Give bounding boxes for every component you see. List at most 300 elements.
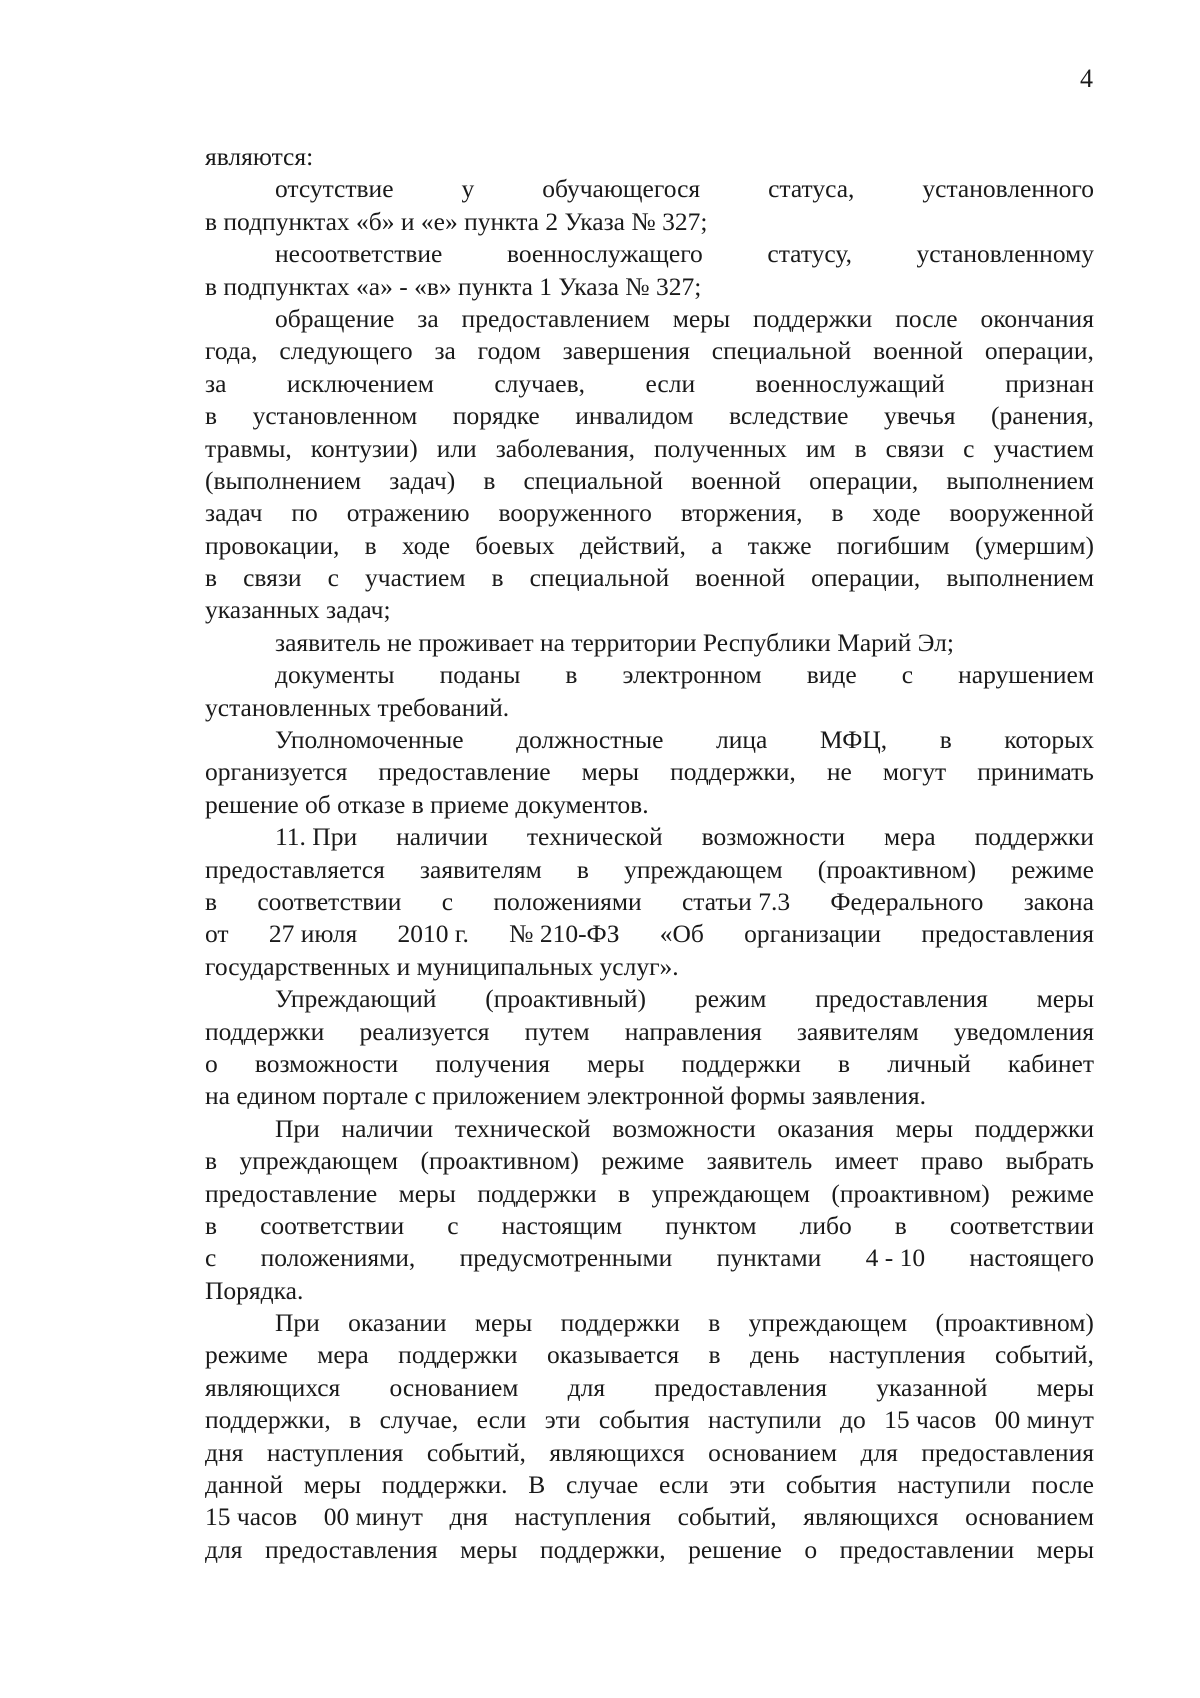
text-word: в [205,1146,218,1176]
text-word: меры [1036,1372,1094,1402]
text-word: военнослужащего [506,239,703,269]
text-word: Уполномоченные [275,725,464,755]
text-word: поддержки [753,303,873,333]
text-word: на едином портале с приложением электронной формы заявления. [205,1081,927,1111]
text-word: лица [716,725,768,755]
text-word: для [860,1437,898,1467]
text-word: специальной [711,336,852,366]
text-word: установленному [916,239,1094,269]
text-line [205,724,1094,756]
text-word: вооруженного [498,498,652,528]
text-word: в [205,563,218,593]
text-word: Порядка. [205,1275,304,1305]
text-word: Федерального [830,886,984,916]
text-word: упреждающем [748,1308,908,1338]
text-word: у [461,174,475,204]
text-word: мера [884,822,936,852]
text-word: оказывается [546,1340,680,1370]
text-word: (проактивном) [831,1178,990,1208]
text-word: эти [729,1470,766,1500]
text-word: с [447,1210,459,1240]
text-word: При [275,1113,320,1143]
text-word: предоставления [815,984,988,1014]
text-word: случае, [379,1405,459,1435]
text-word: военной [695,563,786,593]
text-word: до [839,1405,866,1435]
text-word: увечья [883,401,956,431]
text-word: если [659,1470,709,1500]
text-word: боевых [475,530,555,560]
text-line [205,1437,1094,1469]
text-word: меры [1036,1534,1094,1564]
text-word: (выполнением [205,465,362,495]
text-line [205,1469,1094,1501]
text-line [205,1080,1094,1112]
text-word: завершения [562,336,690,366]
text-word: специальной [529,563,670,593]
text-word: в [205,1210,218,1240]
text-word: организуется [205,757,348,787]
text-word: основанием [389,1372,519,1402]
text-word: 15 часов [884,1405,977,1435]
text-word: принимать [977,757,1094,787]
text-line [205,1534,1094,1566]
text-word: несоответствие [275,239,443,269]
text-word: упреждающем [624,854,783,884]
text-word: наступления [828,1340,966,1370]
text-word: 00 минут [323,1502,423,1532]
text-word: события [598,1405,690,1435]
text-line [205,271,1094,303]
text-line [205,303,1094,335]
text-word: № 210-ФЗ [509,919,620,949]
text-word: данной [205,1470,283,1500]
text-word: 11. При [275,822,358,852]
text-line [205,1048,1094,1080]
text-line [205,1242,1094,1274]
text-word: если [476,1405,527,1435]
text-word: в [939,725,952,755]
text-line [205,173,1094,205]
text-word: наличии [396,822,488,852]
text-word: поддержки [205,1016,325,1046]
text-line [205,1339,1094,1371]
text-word: пунктом [665,1210,757,1240]
text-word: если [645,368,696,398]
text-word: в [838,1048,851,1078]
text-word: связи [243,563,302,593]
text-word: в подпунктах «б» и «е» пункта 2 Указа № 327; [205,206,708,236]
text-word: направления [624,1016,762,1046]
text-word: военной [691,465,782,495]
text-word: наступили [708,1405,822,1435]
text-word: в [854,433,867,463]
text-word: имеет [834,1146,899,1176]
text-line [205,141,1094,173]
text-word: Упреждающий [275,984,437,1014]
text-word: указанной [876,1372,988,1402]
text-word: являющихся [549,1437,685,1467]
text-line [205,821,1094,853]
text-word: положениями [493,886,642,916]
text-word: травмы, [205,433,292,463]
text-word: установленном [252,401,418,431]
text-word: меры [474,1308,533,1338]
text-word: наличии [341,1113,434,1143]
text-line [205,1145,1094,1177]
text-word: года, [205,336,258,366]
text-word: специальной [523,465,663,495]
text-word: оказании [348,1308,447,1338]
text-word: личный [887,1048,971,1078]
text-word: в подпунктах «а» - «в» пункта 1 Указа № 327; [205,271,702,301]
body-text [205,141,1094,1566]
text-line [205,562,1094,594]
text-word: годом [477,336,541,366]
text-word: режиме [1011,854,1094,884]
text-word: поддержки [398,1340,518,1370]
text-word: право [920,1146,984,1176]
text-word: исключением [286,368,434,398]
text-word: в [708,1308,721,1338]
text-line [205,368,1094,400]
text-word: (проактивный) [485,984,647,1014]
text-word: признан [1005,368,1094,398]
text-word: с [901,660,914,690]
text-word: должностные [516,725,664,755]
text-word: выполнением [946,563,1094,593]
text-word: порядке [452,401,540,431]
text-word: заявитель [706,1146,813,1176]
text-word: МФЦ, [819,725,888,755]
text-word: инвалидом [575,401,694,431]
text-word: дня [449,1502,488,1532]
text-word: для [205,1534,243,1564]
text-word: предоставления [921,919,1094,949]
text-word: отражению [346,498,470,528]
text-word: для [567,1372,606,1402]
text-word: за [417,303,439,333]
text-word: 00 минут [994,1405,1094,1435]
text-word: окончания [980,303,1094,333]
text-line [205,433,1094,465]
text-word: документы [275,660,395,690]
text-word: выполнением [946,465,1094,495]
text-word: в [483,465,496,495]
text-word: событий, [677,1502,777,1532]
text-line [205,1404,1094,1436]
text-word: в [565,660,578,690]
text-word: решение об отказе в приеме документов. [205,789,649,819]
text-word: установленного [922,174,1094,204]
text-word: предоставлении [839,1534,1015,1564]
text-word: виде [806,660,857,690]
text-word: в [349,1405,362,1435]
text-word: после [1031,1470,1094,1500]
text-word: реализуется [359,1016,490,1046]
text-word: решение [688,1534,782,1564]
text-line [205,951,1094,983]
text-line [205,692,1094,724]
text-word: 2010 г. [397,919,469,949]
text-word: пунктами [716,1243,822,1273]
text-word: погибшим [836,530,950,560]
text-word: предоставления [264,1534,438,1564]
text-word: технической [454,1113,591,1143]
text-word: день [749,1340,800,1370]
text-word: предоставление [378,757,551,787]
text-word: ходе [872,498,921,528]
text-word: технической [526,822,663,852]
text-word: соответствии [949,1210,1094,1240]
text-word: также [747,530,812,560]
text-line [205,206,1094,238]
text-line [205,1178,1094,1210]
text-word: возможности [254,1048,399,1078]
text-word: меры [303,1470,362,1500]
text-word: им [805,433,836,463]
text-line [205,1372,1094,1404]
text-word: меры [587,1048,645,1078]
text-line [205,659,1094,691]
text-word: случаев, [494,368,586,398]
text-word: операции, [809,465,919,495]
text-word: статьи 7.3 [681,886,791,916]
text-word: возможности [612,1113,756,1143]
text-word: меры [398,1178,456,1208]
text-line [205,594,1094,626]
text-word: с [205,1243,217,1273]
text-word: задач) [389,465,456,495]
text-word: участием [993,433,1094,463]
text-word: (умершим) [974,530,1094,560]
text-word: «Об [659,919,704,949]
text-word: оказания [777,1113,874,1143]
text-word: в [708,1340,721,1370]
text-word: заявителям [796,1016,919,1046]
text-word: меры [895,1113,953,1143]
text-word: возможности [701,822,846,852]
text-word: отсутствие [275,174,394,204]
text-word: событий, [426,1437,526,1467]
text-word: военной [873,336,964,366]
text-word: основанием [708,1437,837,1467]
text-word: поддержки, [539,1534,666,1564]
text-word: являющихся [803,1502,939,1532]
text-word: наступления [266,1437,404,1467]
text-word: закона [1023,886,1094,916]
text-line [205,1307,1094,1339]
text-word: операции, [811,563,921,593]
text-word: поддержки [974,1113,1094,1143]
text-word: (проактивном) [935,1308,1094,1338]
page-number: 4 [1080,64,1093,93]
text-word: с [441,886,454,916]
text-word: путем [524,1016,590,1046]
text-word: электронном [622,660,762,690]
text-word: задач [205,498,263,528]
text-word: в [831,498,844,528]
text-word: поддержки [974,822,1094,852]
text-word: настоящим [501,1210,623,1240]
text-word: предоставлением [461,303,650,333]
text-word: предоставления [921,1437,1094,1467]
text-word: меры [672,303,731,333]
text-word: кабинет [1007,1048,1094,1078]
text-word: В [528,1470,546,1500]
text-word: случае [566,1470,639,1500]
text-line [205,627,1094,659]
text-word: (проактивном) [817,854,977,884]
text-word: государственных и муниципальных услуг». [205,951,679,981]
text-word: в [618,1178,631,1208]
text-word: предоставление [205,1178,378,1208]
text-word: меры [460,1534,518,1564]
text-word: за [434,336,456,366]
text-word: после [895,303,958,333]
text-line [205,530,1094,562]
text-word: в [205,401,218,431]
text-line [205,1275,1094,1307]
text-line [205,400,1094,432]
text-line [205,789,1094,821]
text-line [205,1210,1094,1242]
text-word: в [205,886,218,916]
text-word: получения [435,1048,551,1078]
text-word: вооруженной [949,498,1094,528]
text-word: поддержки [477,1178,597,1208]
text-word: с [327,563,339,593]
text-word: о [804,1534,818,1564]
text-word: режиме [1011,1178,1094,1208]
text-word: упреждающем [239,1146,399,1176]
text-word: дня [205,1437,244,1467]
text-word: которых [1004,725,1094,755]
text-word: вследствие [729,401,849,431]
text-word: указанных задач; [205,595,391,625]
text-word: поддержки. [381,1470,508,1500]
text-word: по [291,498,318,528]
text-word: меры [1036,984,1094,1014]
text-word: заявителям [419,854,542,884]
text-line [205,465,1094,497]
text-word: предоставляется [205,854,385,884]
text-word: поддержки, [205,1405,331,1435]
text-word: полученных [653,433,787,463]
text-word: в [894,1210,907,1240]
text-line [205,918,1094,950]
text-word: уведомления [953,1016,1094,1046]
text-word: статусу, [767,239,852,269]
text-word: или [436,433,477,463]
text-word: нарушением [958,660,1094,690]
text-word: а [711,530,723,560]
text-word: поддержки [560,1308,680,1338]
text-word: статуса, [768,174,855,204]
text-word: обращение [275,303,395,333]
text-word: 4 - 10 [865,1243,926,1273]
text-word: соответствии [257,886,402,916]
text-word: мера [317,1340,369,1370]
text-word: не [826,757,852,787]
text-word: контузии) [310,433,418,463]
text-word: организации [744,919,882,949]
text-word: меры [581,757,639,787]
text-word: действий, [579,530,686,560]
text-word: следующего [279,336,413,366]
text-word: связи [885,433,945,463]
text-line [205,1501,1094,1533]
text-line [205,854,1094,886]
text-word: режим [694,984,767,1014]
text-word: настоящего [969,1243,1094,1273]
text-line [205,983,1094,1015]
text-word: наступили [897,1470,1011,1500]
text-word: о [205,1048,218,1078]
text-word: в [364,530,377,560]
text-line [205,238,1094,270]
text-word: (проактивном) [420,1146,579,1176]
text-word: режиме [205,1340,288,1370]
text-word: основанием [965,1502,1094,1532]
text-line [205,497,1094,529]
text-word: являющихся [205,1372,341,1402]
text-word: либо [799,1210,852,1240]
text-word: вторжения, [680,498,803,528]
text-word: за [205,368,227,398]
text-word: могут [882,757,947,787]
text-word: ходе [401,530,451,560]
text-word: предоставления [654,1372,827,1402]
text-word: установленных требований. [205,692,510,722]
text-word: положениями, [260,1243,416,1273]
text-word: заболевания, [495,433,635,463]
text-line [205,756,1094,788]
text-word: события [785,1470,877,1500]
text-word: (ранения, [991,401,1094,431]
text-word: выбрать [1005,1146,1094,1176]
text-word: 15 часов [205,1502,298,1532]
text-word: с [963,433,975,463]
text-word: наступления [514,1502,652,1532]
text-word: режиме [601,1146,685,1176]
text-word: событий, [994,1340,1094,1370]
text-line [205,1016,1094,1048]
text-word: в [576,854,589,884]
text-word: операции, [984,336,1094,366]
text-line [205,1113,1094,1145]
text-word: соответствии [260,1210,405,1240]
text-word: поддержки [681,1048,801,1078]
text-word: в [491,563,504,593]
text-word: обучающегося [542,174,701,204]
text-word: поданы [439,660,521,690]
text-word: участием [365,563,466,593]
text-word: поддержки, [670,757,796,787]
text-line [205,886,1094,918]
text-word: предусмотренными [459,1243,673,1273]
text-word: от [205,919,229,949]
text-word: 27 июля [268,919,358,949]
text-word: провокации, [205,530,340,560]
text-word: эти [544,1405,581,1435]
text-line [205,335,1094,367]
text-word: заявитель не проживает на территории Республики Марий Эл; [275,627,954,657]
text-word: военнослужащий [755,368,945,398]
text-word: При [275,1308,320,1338]
text-word: упреждающем [651,1178,811,1208]
text-word: являются: [205,142,314,171]
